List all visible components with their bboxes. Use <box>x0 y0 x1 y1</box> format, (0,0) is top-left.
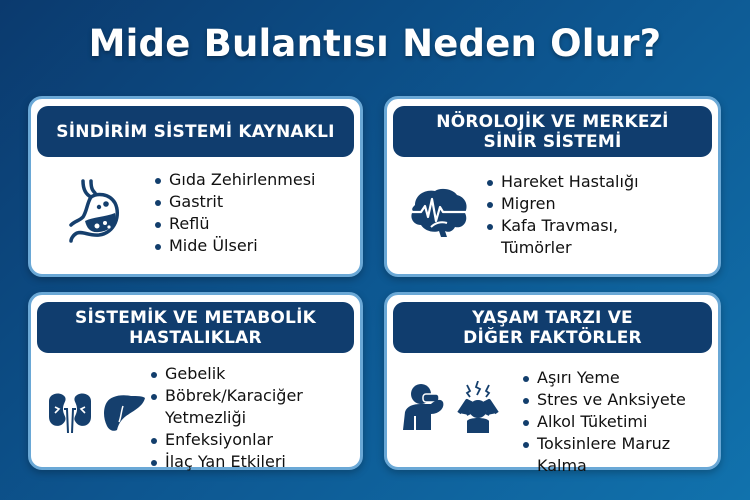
liver-icon <box>101 392 145 432</box>
list-item: Migren <box>485 193 639 215</box>
card-icons <box>65 177 125 243</box>
list-item: Gastrit <box>153 191 316 213</box>
list-item: Gebelik <box>149 363 303 385</box>
list-item: Gıda Zehirlenmesi <box>153 169 316 191</box>
card-neurological <box>384 96 721 277</box>
card-header-line2: SİNİR SİSTEMİ <box>483 131 622 152</box>
card-icons <box>407 187 469 239</box>
list-item: Kafa Travması, <box>485 215 639 237</box>
person-eating-icon <box>401 382 451 432</box>
cause-list <box>485 171 639 259</box>
list-item: Enfeksiyonlar <box>149 429 303 451</box>
card-header-text: SİNDİRİM SİSTEMİ KAYNAKLI <box>56 121 335 142</box>
list-item: Reflü <box>153 213 316 235</box>
card-header-line1: SİSTEMİK VE METABOLİK <box>75 307 316 328</box>
brain-icon <box>407 187 469 239</box>
card-header <box>37 302 354 353</box>
card-header-line1: NÖROLOJİK VE MERKEZİ <box>436 111 669 132</box>
stressed-person-icon <box>455 381 501 433</box>
card-header-line2: DİĞER FAKTÖRLER <box>463 327 642 348</box>
list-item-continuation: Yetmezliği <box>165 408 247 427</box>
list-item: Mide Ülseri <box>153 235 316 257</box>
stomach-icon <box>65 177 125 243</box>
cause-list <box>149 363 303 473</box>
card-icons <box>401 381 501 433</box>
card-header <box>393 302 712 353</box>
list-item: Toksinlere Maruz <box>521 433 686 455</box>
list-item: Böbrek/Karaciğer <box>149 385 303 407</box>
card-header <box>393 106 712 157</box>
card-icons <box>45 391 145 433</box>
kidneys-icon <box>45 391 95 433</box>
list-item: Aşırı Yeme <box>521 367 686 389</box>
list-item: İlaç Yan Etkileri <box>149 451 303 473</box>
cause-list <box>153 169 316 257</box>
cause-list <box>521 367 686 477</box>
card-header-line1: YAŞAM TARZI VE <box>472 307 633 328</box>
card-digestive-system <box>28 96 363 277</box>
card-systemic-metabolic <box>28 292 363 470</box>
list-item: Stres ve Anksiyete <box>521 389 686 411</box>
list-item-continuation: Tümörler <box>501 238 572 257</box>
page-title: Mide Bulantısı Neden Olur? <box>88 22 662 65</box>
card-header <box>37 106 354 157</box>
card-lifestyle <box>384 292 721 475</box>
list-item: Alkol Tüketimi <box>521 411 686 433</box>
list-item-continuation: Kalma <box>537 456 587 475</box>
list-item: Hareket Hastalığı <box>485 171 639 193</box>
card-header-line2: HASTALIKLAR <box>129 327 262 348</box>
